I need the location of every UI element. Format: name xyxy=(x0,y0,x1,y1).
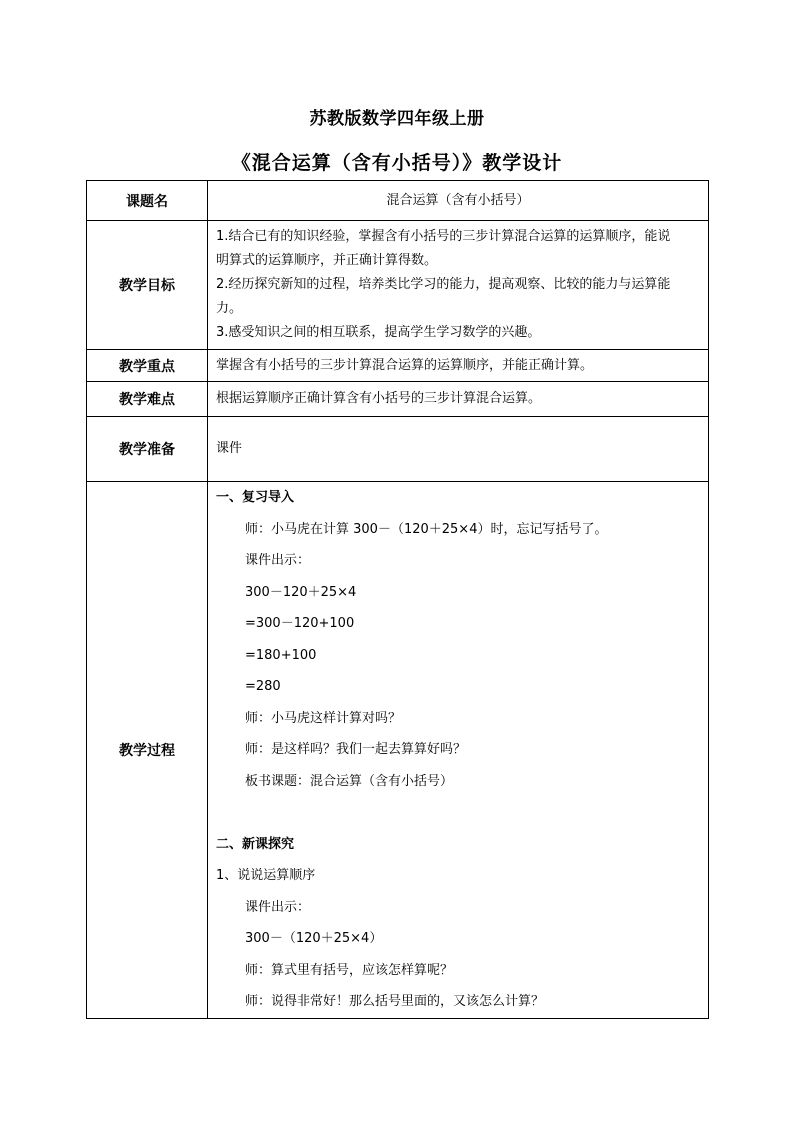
process-line: 师：小马虎这样计算对吗？ xyxy=(245,710,402,726)
process-row xyxy=(87,482,709,1019)
process-line: 师：小马虎在计算 300－（120＋25×4）时，忘记写括号了。 xyxy=(245,521,608,537)
process-label: 教学过程 xyxy=(87,482,208,1019)
goals-content xyxy=(208,221,709,350)
difficulty-value: 根据运算顺序正确计算含有小括号的三步计算混合运算。 xyxy=(208,382,709,417)
goal-line: 1.结合已有的知识经验，掌握含有小括号的三步计算混合运算的运算顺序，能说 xyxy=(216,229,671,244)
process-line: 300－120＋25×4 xyxy=(245,584,357,600)
process-line: =280 xyxy=(245,679,281,694)
key-row xyxy=(87,350,709,382)
difficulty-row xyxy=(87,382,709,417)
process-line: 师：是这样吗？我们一起去算算好吗？ xyxy=(245,742,467,757)
prep-label: 教学准备 xyxy=(87,417,208,482)
topic-row xyxy=(87,181,709,221)
goal-line: 2.经历探究新知的过程，培养类比学习的能力，提高观察、比较的能力与运算能 xyxy=(216,277,671,292)
goals-row xyxy=(87,221,709,350)
goal-line: 明算式的运算顺序，并正确计算得数。 xyxy=(216,253,438,268)
document-title-line1: 苏教版数学四年级上册 xyxy=(309,109,485,129)
process-line: 1、说说运算顺序 xyxy=(216,868,316,883)
goals-label: 教学目标 xyxy=(87,221,208,350)
process-line: 师：算式里有括号，应该怎样算呢？ xyxy=(245,962,454,978)
process-line: =180+100 xyxy=(245,647,317,663)
key-value: 掌握含有小括号的三步计算混合运算的运算顺序，并能正确计算。 xyxy=(208,350,709,382)
difficulty-label: 教学难点 xyxy=(87,382,208,417)
section-heading: 一、复习导入 xyxy=(216,490,295,505)
prep-value: 课件 xyxy=(208,417,709,482)
topic-label: 课题名 xyxy=(87,181,208,221)
blank-line xyxy=(216,797,700,829)
process-line: 课件出示： xyxy=(245,899,311,915)
process-line: 课件出示： xyxy=(245,553,311,568)
process-line: 师：说得非常好！那么括号里面的，又该怎么计算？ xyxy=(245,994,545,1009)
process-line: 300－（120＋25×4） xyxy=(245,931,383,946)
process-content xyxy=(208,482,709,1019)
key-label: 教学重点 xyxy=(87,350,208,382)
lesson-plan-table xyxy=(86,180,709,1019)
document-title-line2: 《混合运算（含有小括号）》教学设计 xyxy=(231,152,563,174)
goal-line: 3.感受知识之间的相互联系，提高学生学习数学的兴趣。 xyxy=(216,325,541,340)
process-line: 板书课题：混合运算（含有小括号） xyxy=(245,773,454,789)
section-heading: 二、新课探究 xyxy=(216,836,295,852)
goal-line: 力。 xyxy=(216,301,243,316)
process-line: =300－120+100 xyxy=(245,616,355,631)
topic-value: 混合运算（含有小括号） xyxy=(208,181,709,221)
prep-row xyxy=(87,417,709,482)
